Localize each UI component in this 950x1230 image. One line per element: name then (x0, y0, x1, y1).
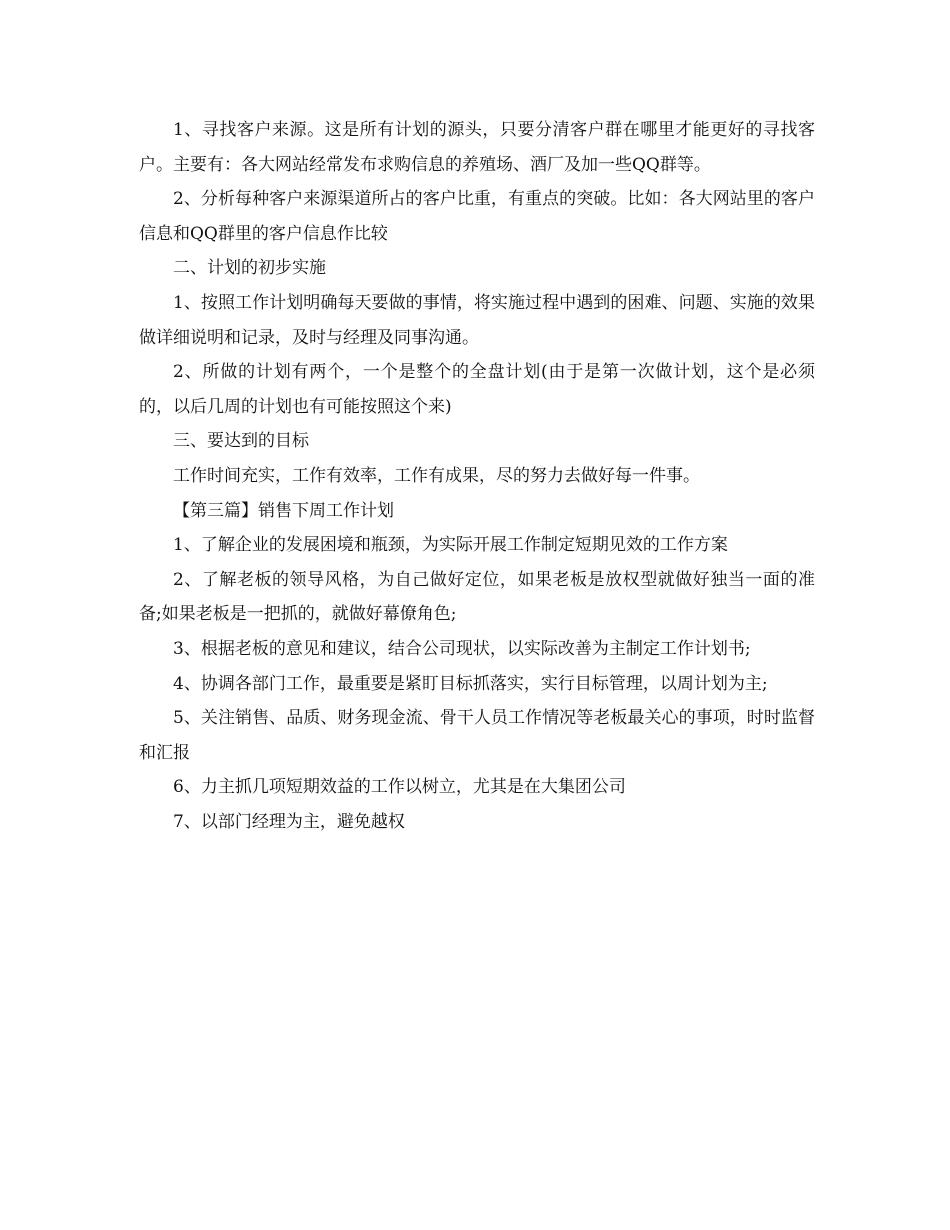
section-heading: 三、要达到的目标 (173, 431, 309, 452)
paragraph: 2、分析每种客户来源渠道所占的客户比重，有重点的突破。比如：各大网站里的客户信息和QQ群里的客户信息作比较 (139, 189, 815, 244)
paragraph: 1、了解企业的发展困境和瓶颈，为实际开展工作制定短期见效的工作方案 (173, 535, 728, 556)
paragraph: 3、根据老板的意见和建议，结合公司现状，以实际改善为主制定工作计划书; (173, 638, 751, 659)
paragraph: 6、力主抓几项短期效益的工作以树立，尤其是在大集团公司 (173, 777, 626, 798)
paragraph: 7、以部门经理为主，避免越权 (173, 811, 405, 832)
paragraph: 2、了解老板的领导风格，为自己做好定位，如果老板是放权型就做好独当一面的准备;如果老板是一把抓的，就做好幕僚角色; (139, 569, 815, 625)
paragraph: 5、关注销售、品质、财务现金流、骨干人员工作情况等老板最关心的事项，时时监督和汇报 (139, 708, 815, 763)
paragraph: 工作时间充实，工作有效率，工作有成果，尽的努力去做好每一件事。 (173, 465, 700, 486)
article-title: 【第三篇】销售下周工作计划 (173, 500, 394, 521)
section-heading: 二、计划的初步实施 (173, 258, 326, 279)
paragraph: 1、寻找客户来源。这是所有计划的源头，只要分清客户群在哪里才能更好的寻找客户。主要有：各大网站经常发布求购信息的养殖场、酒厂及加一些QQ群等。 (139, 120, 815, 175)
paragraph: 1、按照工作计划明确每天要做的事情，将实施过程中遇到的困难、问题、实施的效果做详细说明和记录，及时与经理及同事沟通。 (139, 292, 815, 348)
document-body (139, 113, 815, 839)
paragraph: 2、所做的计划有两个，一个是整个的全盘计划(由于是第一次做计划，这个是必须的，以后几周的计划也有可能按照这个来) (139, 362, 815, 417)
paragraph: 4、协调各部门工作，最重要是紧盯目标抓落实，实行目标管理，以周计划为主; (173, 673, 768, 694)
